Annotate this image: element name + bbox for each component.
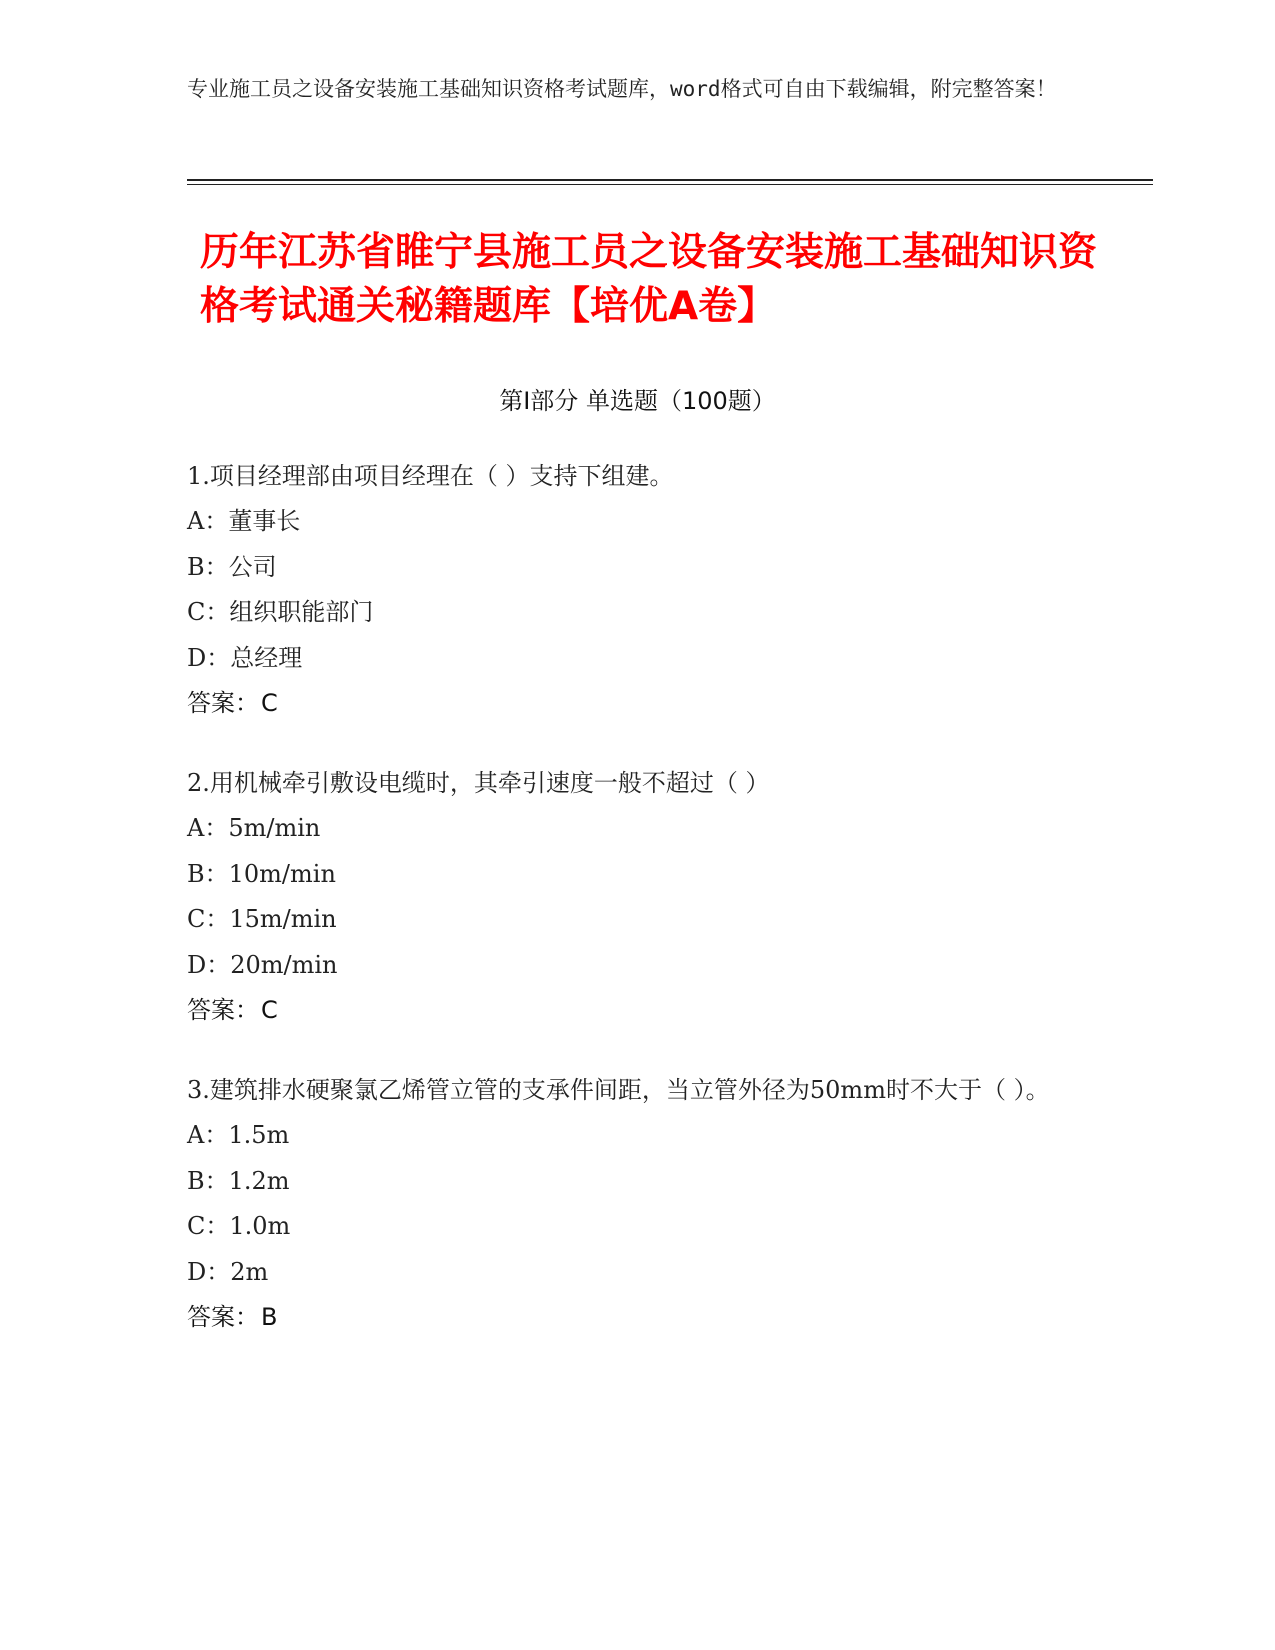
option-d: D：2m [187,1257,269,1286]
header-rule-thin [187,184,1153,185]
option-a: A：董事长 [187,507,301,535]
question-3 [187,1067,1067,1340]
option-c: C：1.0m [187,1212,291,1240]
option-b: B：公司 [187,552,277,581]
answer-label: 答案： [187,689,259,717]
answer-label: 答案： [187,1303,259,1331]
option-b: B：10m/min [187,859,336,888]
question-2 [187,760,1067,1033]
answer-label: 答案： [187,996,259,1024]
answer-line [187,988,1067,1033]
option-b: B：1.2m [187,1166,290,1195]
document-title: 历年江苏省睢宁县施工员之设备安装施工基础知识资格考试通关秘籍题库【培优A卷】 [200,230,1098,329]
option-c: C：组织职能部门 [187,598,374,626]
question-stem: 2.用机械牵引敷设电缆时，其牵引速度一般不超过（ ） [187,769,770,797]
question-stem: 1.项目经理部由项目经理在（ ）支持下组建。 [187,462,674,490]
option-a: A：1.5m [187,1121,290,1149]
answer-line [187,1295,1067,1340]
answer-value: C [261,689,278,717]
question-1 [187,453,1067,726]
question-stem: 3.建筑排水硬聚氯乙烯管立管的支承件间距，当立管外径为50mm时不大于（ ）。 [187,1076,1050,1104]
answer-line [187,681,1067,726]
section-title: 第Ⅰ部分 单选题（100题） [499,387,776,415]
header-note: 专业施工员之设备安装施工基础知识资格考试题库，word格式可自由下载编辑，附完整答案！ [187,77,1057,101]
option-a: A：5m/min [187,814,321,842]
option-d: D：总经理 [187,643,303,672]
header-rule-thick [187,179,1153,181]
option-c: C：15m/min [187,905,337,933]
answer-value: B [261,1303,278,1331]
answer-value: C [261,996,278,1024]
option-d: D：20m/min [187,950,338,979]
